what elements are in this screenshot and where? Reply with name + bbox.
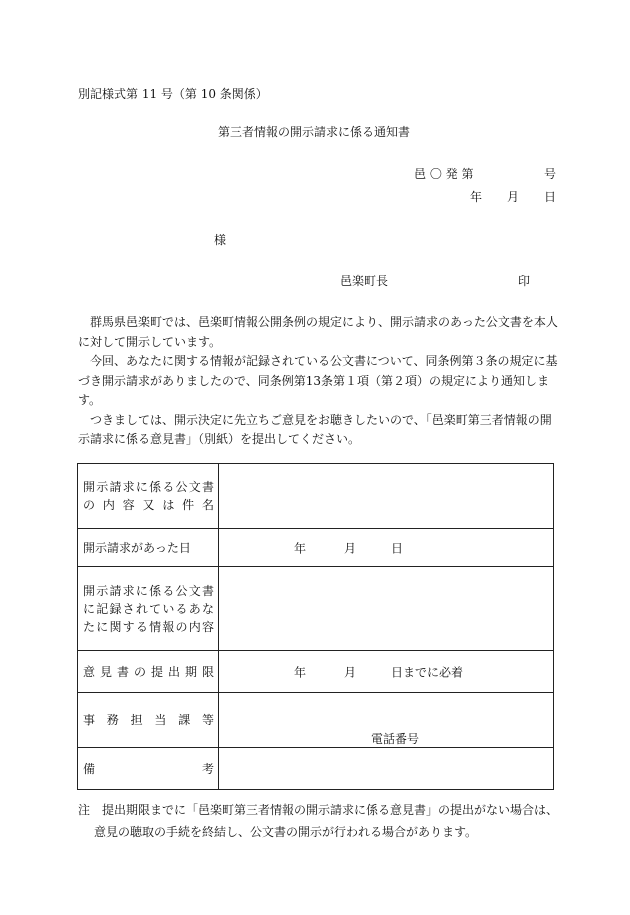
label-office-in-charge: 事務担当課等	[78, 693, 219, 748]
body-paragraph: 群馬県邑楽町では、邑楽町情報公開条例の規定により、開示請求のあった公文書を本人に対して開示しています。	[78, 315, 558, 349]
table-row	[78, 464, 554, 529]
label-submission-deadline: 意見書の提出期限	[78, 651, 219, 693]
request-date-year: 年	[294, 541, 307, 555]
phone-number-label: 電話番号	[371, 732, 420, 746]
issue-date-year: 年	[470, 190, 483, 204]
body-paragraph: つきましては、開示決定に先立ちご意見をお聴きしたいので、「邑楽町第三者情報の開示請求に係る意見書」（別紙）を提出してください。	[78, 412, 552, 446]
reference-prefix: 邑 〇 発 第	[414, 167, 474, 181]
addressee-honorific: 様	[214, 233, 227, 247]
label-document-subject: 開示請求に係る公文書の内容又は件名	[78, 464, 219, 529]
label-info-content: 開示請求に係る公文書に記録されているあなたに関する情報の内容	[78, 567, 219, 651]
label-remarks: 備考	[78, 748, 219, 790]
value-info-content	[219, 567, 554, 651]
table-row	[78, 529, 554, 567]
deadline-year: 年	[294, 665, 307, 679]
label-request-date: 開示請求があった日	[78, 529, 219, 567]
deadline-day: 日までに必着	[391, 665, 464, 679]
issue-date-month: 月	[507, 190, 520, 204]
info-table	[77, 463, 554, 790]
value-request-date	[219, 529, 554, 567]
table-row	[78, 693, 554, 748]
body-text	[78, 313, 560, 450]
table-row	[78, 748, 554, 790]
value-office-in-charge	[219, 693, 554, 748]
sender-name: 邑楽町長	[340, 274, 389, 288]
footnote-line-1: 注 提出期限までに「邑楽町第三者情報の開示請求に係る意見書」の提出がない場合は、	[78, 803, 559, 817]
reference-suffix: 号	[544, 167, 557, 181]
table-row	[78, 567, 554, 651]
value-submission-deadline	[219, 651, 554, 693]
value-document-subject	[219, 464, 554, 529]
document-title: 第三者情報の開示請求に係る通知書	[218, 125, 411, 139]
deadline-month: 月	[344, 665, 357, 679]
request-date-day: 日	[391, 541, 404, 555]
request-date-month: 月	[344, 541, 357, 555]
table-row	[78, 651, 554, 693]
value-remarks	[219, 748, 554, 790]
seal-mark: 印	[518, 274, 531, 288]
issue-date-day: 日	[544, 190, 557, 204]
form-number: 別記様式第 11 号（第 10 条関係）	[78, 87, 268, 101]
footnote-line-2: 意見の聴取の手続を終結し、公文書の開示が行われる場合があります。	[94, 825, 478, 839]
body-paragraph: 今回、あなたに関する情報が記録されている公文書について、同条例第３条の規定に基づき開示請求がありましたので、同条例第13条第１項（第２項）の規定により通知します。	[78, 354, 558, 407]
footnote	[78, 799, 564, 843]
